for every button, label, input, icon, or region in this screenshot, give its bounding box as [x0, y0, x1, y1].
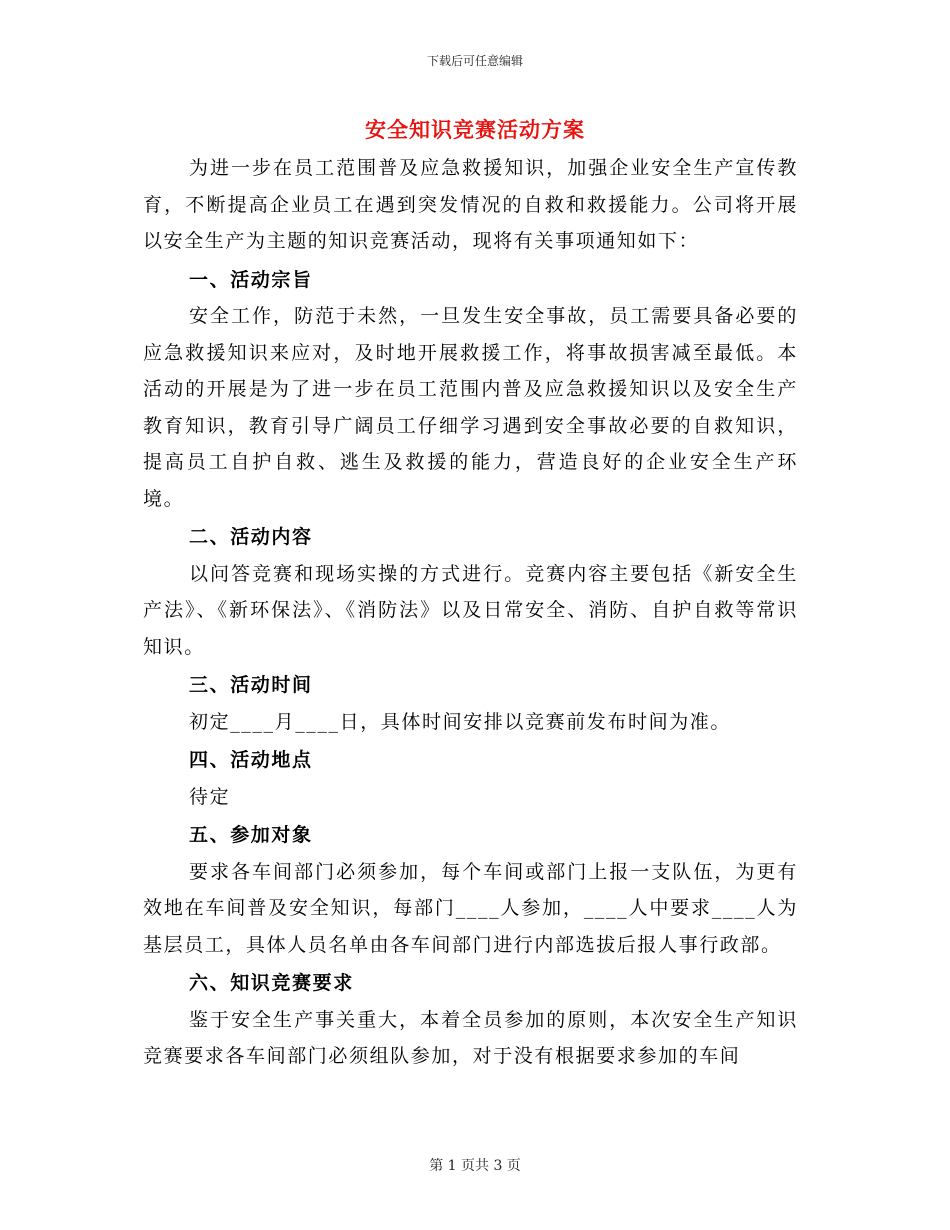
section-heading: 五、参加对象	[189, 824, 313, 846]
header-note: 下载后可任意编辑	[426, 54, 523, 68]
page-number: 第 1 页共 3 页	[429, 1158, 521, 1174]
section-paragraph: 待定	[189, 785, 231, 808]
section-heading: 四、活动地点	[189, 749, 313, 771]
section-paragraph: 鉴于安全生产事关重大，本着全员参加的原则，本次安全生产知识竞赛要求各车间部门必须组队参加，对于没有根据要求参加的车间	[143, 1008, 798, 1067]
section-paragraph: 初定____月____日，具体时间安排以竞赛前发布时间为准。	[189, 710, 732, 733]
section-heading: 三、活动时间	[189, 674, 313, 696]
section-paragraph: 安全工作，防范于未然，一旦发生安全事故，员工需要具备必要的应急救援知识来应对，及时地开展救援工作，将事故损害减至最低。本活动的开展是为了进一步在员工范围内普及应急救援知识以及安全生产教育知识，教育引导广阔员工仔细学习遇到安全事故必要的自救知识，提高员工自护自救、逃生及救援的能力，营造良好的企业安全生产环境。	[143, 305, 798, 510]
section-paragraph: 以问答竞赛和现场实操的方式进行。竞赛内容主要包括《新安全生产法》、《新环保法》、《消防法》以及日常安全、消防、自护自救等常识知识。	[143, 562, 798, 658]
section-paragraph: 要求各车间部门必须参加，每个车间或部门上报一支队伍，为更有效地在车间普及安全知识，每部门____人参加，____人中要求____人为基层员工，具体人员名单由各车间部门进行内部选拔后报人事行政部。	[143, 860, 798, 956]
document-body	[143, 150, 798, 1075]
document-title: 安全知识竞赛活动方案	[365, 117, 585, 142]
section-heading: 一、活动宗旨	[189, 268, 313, 291]
intro-paragraph: 为进一步在员工范围普及应急救援知识，加强企业安全生产宣传教育，不断提高企业员工在遇到突发情况的自救和救援能力。公司将开展以安全生产为主题的知识竞赛活动，现将有关事项通知如下：	[143, 157, 798, 252]
section-heading: 六、知识竞赛要求	[189, 972, 354, 994]
section-heading: 二、活动内容	[189, 526, 313, 548]
